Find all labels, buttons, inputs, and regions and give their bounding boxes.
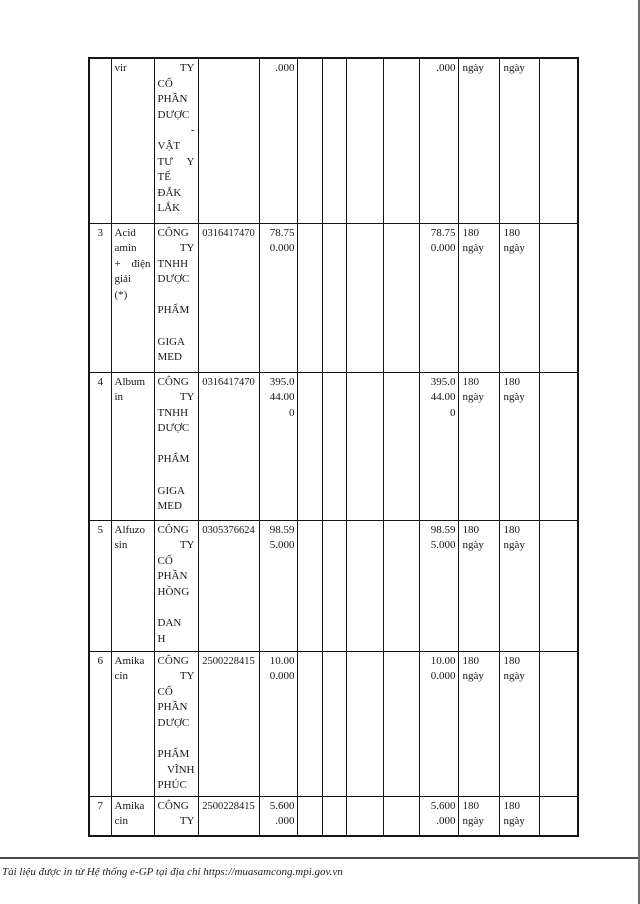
cell-empty-2: [322, 372, 346, 520]
cell-stt: 7: [89, 796, 111, 836]
cell-empty-4: [383, 651, 419, 796]
cell-stt: 3: [89, 223, 111, 372]
cell-price-b: .000: [419, 58, 458, 223]
table-row: [89, 796, 578, 836]
cell-empty-2: [322, 223, 346, 372]
cell-duration-a: ngày: [458, 58, 499, 223]
cell-empty-1: [297, 372, 322, 520]
cell-price-b: 10.00 0.000: [419, 651, 458, 796]
cell-duration-a: 180 ngày: [458, 372, 499, 520]
cell-empty-5: [539, 223, 578, 372]
cell-empty-3: [346, 651, 383, 796]
cell-contractor: CÔNG TY CỔ PHẦN HỒNG DAN H: [154, 520, 198, 651]
cell-duration-a: 180 ngày: [458, 520, 499, 651]
cell-empty-2: [322, 58, 346, 223]
cell-price-b: 5.600 .000: [419, 796, 458, 836]
table-row: [89, 223, 578, 372]
cell-stt: [89, 58, 111, 223]
cell-item-name: vir: [111, 58, 154, 223]
footer-divider: [0, 857, 640, 859]
cell-contractor: CÔNG TY CỔ PHẦN DƯỢC PHẨM VĨNH PHÚC: [154, 651, 198, 796]
cell-empty-1: [297, 520, 322, 651]
cell-duration-a: 180 ngày: [458, 223, 499, 372]
cell-contractor: CÔNG TY: [154, 796, 198, 836]
cell-tax-id: 2500228415: [198, 651, 259, 796]
cell-empty-1: [297, 223, 322, 372]
cell-item-name: Alfuzo sin: [111, 520, 154, 651]
cell-empty-1: [297, 651, 322, 796]
cell-contractor: CÔNG TY TNHH DƯỢC PHẨM GIGA MED: [154, 372, 198, 520]
cell-tax-id: 0316417470: [198, 223, 259, 372]
cell-empty-2: [322, 796, 346, 836]
cell-price-a: 98.59 5.000: [259, 520, 297, 651]
cell-price-b: 98.59 5.000: [419, 520, 458, 651]
cell-item-name: Amika cin: [111, 651, 154, 796]
cell-price-a: 78.75 0.000: [259, 223, 297, 372]
cell-price-b: 395.0 44.00 0: [419, 372, 458, 520]
cell-item-name: Album in: [111, 372, 154, 520]
cell-item-name: Acid amin + điện giải (*): [111, 223, 154, 372]
cell-stt: 4: [89, 372, 111, 520]
cell-duration-b: 180 ngày: [499, 223, 539, 372]
cell-empty-3: [346, 58, 383, 223]
cell-price-a: 10.00 0.000: [259, 651, 297, 796]
cell-contractor: TY CỔ PHẦN DƯỢC - VẬT TƯ Y TẾ ĐẮK LẮK: [154, 58, 198, 223]
cell-empty-5: [539, 520, 578, 651]
cell-duration-b: 180 ngày: [499, 651, 539, 796]
procurement-table: [88, 57, 579, 837]
cell-price-b: 78.75 0.000: [419, 223, 458, 372]
cell-tax-id: 2500228415: [198, 796, 259, 836]
cell-duration-b: 180 ngày: [499, 796, 539, 836]
cell-empty-1: [297, 58, 322, 223]
table-row: [89, 520, 578, 651]
cell-duration-b: ngày: [499, 58, 539, 223]
cell-duration-b: 180 ngày: [499, 520, 539, 651]
table-row: [89, 651, 578, 796]
cell-tax-id: [198, 58, 259, 223]
cell-empty-3: [346, 796, 383, 836]
cell-empty-4: [383, 223, 419, 372]
cell-contractor: CÔNG TY TNHH DƯỢC PHẨM GIGA MED: [154, 223, 198, 372]
cell-stt: 5: [89, 520, 111, 651]
cell-empty-4: [383, 372, 419, 520]
cell-empty-2: [322, 520, 346, 651]
table-row: [89, 372, 578, 520]
cell-empty-1: [297, 796, 322, 836]
cell-empty-3: [346, 372, 383, 520]
cell-stt: 6: [89, 651, 111, 796]
cell-duration-a: 180 ngày: [458, 796, 499, 836]
cell-price-a: 395.0 44.00 0: [259, 372, 297, 520]
cell-price-a: .000: [259, 58, 297, 223]
cell-duration-a: 180 ngày: [458, 651, 499, 796]
cell-empty-5: [539, 651, 578, 796]
cell-empty-4: [383, 796, 419, 836]
footer-note: Tài liệu được in từ Hệ thống e-GP tại địa chỉ https://muasamcong.mpi.gov.vn: [2, 866, 343, 878]
cell-empty-3: [346, 223, 383, 372]
cell-empty-5: [539, 796, 578, 836]
cell-empty-5: [539, 58, 578, 223]
cell-tax-id: 0316417470: [198, 372, 259, 520]
cell-duration-b: 180 ngày: [499, 372, 539, 520]
table-body: [89, 58, 578, 836]
cell-empty-4: [383, 520, 419, 651]
table-row: [89, 58, 578, 223]
cell-price-a: 5.600 .000: [259, 796, 297, 836]
cell-empty-5: [539, 372, 578, 520]
cell-item-name: Amika cin: [111, 796, 154, 836]
cell-empty-2: [322, 651, 346, 796]
cell-tax-id: 0305376624: [198, 520, 259, 651]
cell-empty-3: [346, 520, 383, 651]
cell-empty-4: [383, 58, 419, 223]
